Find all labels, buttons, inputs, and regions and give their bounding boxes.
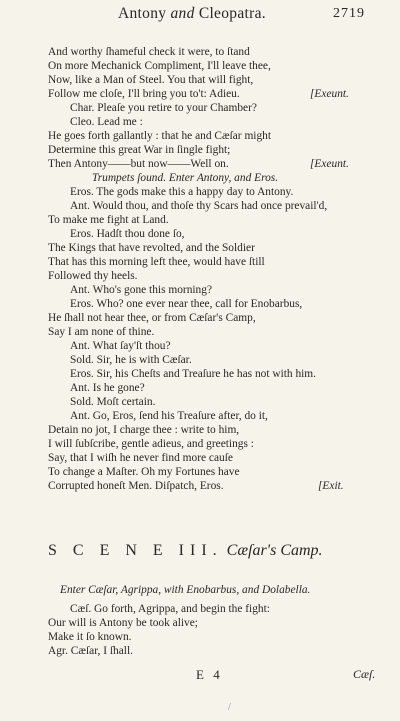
signature-mark: E 4 (196, 667, 223, 682)
text-line: Make it ſo known. (48, 631, 132, 643)
title-part-antony: Antony (118, 5, 171, 22)
text-line: To change a Maſter. Oh my Fortunes have (48, 466, 240, 478)
text-line: Follow me cloſe, I'll bring you to't: Adieu. (48, 88, 240, 100)
text-line: Eros. Hadſt thou done ſo, (70, 228, 185, 240)
text-line: Followed thy heels. (48, 270, 138, 282)
text-line: The Kings that have revolted, and the Soldier (48, 242, 255, 254)
text-line: Eros. The gods make this a happy day to Antony. (70, 186, 294, 198)
text-line: Ant. What ſay'ſt thou? (70, 340, 171, 352)
text-line: On more Mechanick Compliment, I'll leave thee, (48, 60, 271, 72)
text-line: Say I am none of thine. (48, 326, 155, 338)
text-line: Cæſ. Go forth, Agrippa, and begin the fight: (70, 603, 270, 615)
stage-direction: [Exit. (318, 480, 344, 492)
text-line: Now, like a Man of Steel. You that will fight, (48, 74, 254, 86)
text-line: Determine this great War in ſingle fight; (48, 144, 231, 156)
text-line: He ſhall not hear thee, or from Cæſar's Camp, (48, 312, 256, 324)
text-line: He goes forth gallantly : that he and Cæſar might (48, 130, 272, 142)
running-head-title (118, 5, 266, 23)
scene-label: S C E N E III. (48, 542, 223, 559)
catchword: Cæſ. (353, 667, 376, 681)
text-line: Eros. Who? one ever near thee, call for Enobarbus, (70, 298, 303, 310)
text-line: I will ſubſcribe, gentle adieus, and greetings : (48, 438, 254, 450)
scene-place: Cæſar's Camp. (222, 542, 323, 559)
text-line: And worthy ſhameful check it were, to ſtand (48, 46, 250, 58)
text-line: That has this morning left thee, would have ſtill (48, 256, 265, 268)
text-line: Ant. Go, Eros, ſend his Treaſure after, do it, (70, 410, 268, 422)
text-line: Detain no jot, I charge thee : write to him, (48, 424, 240, 436)
text-line: Our will is Antony be took alive; (48, 617, 198, 629)
text-line: Eros. Sir, his Cheſts and Treaſure he has not with him. (70, 368, 317, 380)
text-line: Ant. Is he gone? (70, 382, 145, 394)
text-line: Corrupted honeſt Men. Diſpatch, Eros. (48, 480, 224, 492)
stage-direction: [Exeunt. (310, 88, 349, 100)
stage-direction: [Exeunt. (310, 158, 349, 170)
text-line: Char. Pleaſe you retire to your Chamber? (70, 102, 257, 114)
text-line: Cleo. Lead me : (70, 116, 143, 128)
text-line: To make me fight at Land. (48, 214, 169, 226)
text-line: Then Antony——but now——Well on. (48, 158, 229, 170)
stage-direction: Trumpets ſound. Enter Antony, and Eros. (92, 172, 279, 184)
page-number: 2719 (333, 6, 365, 21)
title-part-cleopatra: Cleopatra. (194, 5, 266, 22)
text-line: Agr. Cæſar, I ſhall. (48, 645, 133, 657)
text-line: Ant. Would thou, and thoſe thy Scars had once prevail'd, (70, 200, 328, 212)
stage-direction: Enter Cæſar, Agrippa, with Enobarbus, and Dolabella. (60, 584, 311, 596)
running-head (0, 5, 400, 27)
text-line: Sold. Sir, he is with Cæſar. (70, 354, 192, 366)
title-part-and: and (170, 5, 195, 22)
scene-heading (48, 542, 323, 560)
text-line: Say, that I wiſh he never find more cauſe (48, 452, 233, 464)
stray-mark: / (228, 702, 231, 713)
text-line: Ant. Who's gone this morning? (70, 284, 212, 296)
text-line: Sold. Moſt certain. (70, 396, 156, 408)
